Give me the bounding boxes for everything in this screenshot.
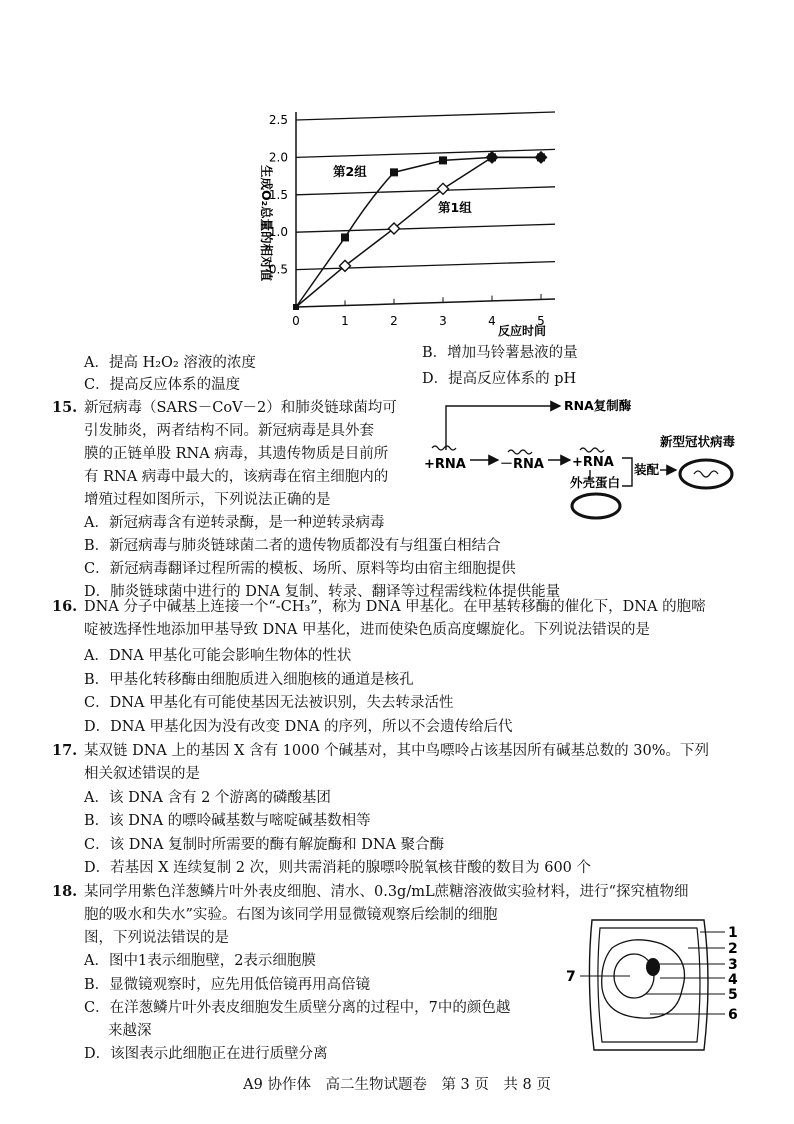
label-rna-replicase: RNA复制酶 xyxy=(564,398,632,413)
q18-number: 18. xyxy=(52,883,78,900)
x-tick-label: 3 xyxy=(439,314,447,328)
q15-stem-1: 新冠病毒（SARS－CoV－2）和肺炎链球菌均可 xyxy=(84,400,397,416)
q18-option-c-cont: 来越深 xyxy=(108,1023,152,1039)
page-footer: A9 协作体 高二生物试题卷 第 3 页 共 8 页 xyxy=(243,1077,551,1093)
y-tick-label: 1.5 xyxy=(268,187,288,202)
q14-option-b xyxy=(422,342,578,364)
origin-marker xyxy=(293,304,299,310)
q15-option-a: A．新冠病毒含有逆转录酶，是一种逆转录病毒 xyxy=(84,515,385,531)
y-tick-label: 1.0 xyxy=(268,225,288,240)
q18-option-b: B．显微镜观察时，应先用低倍镜再用高倍镜 xyxy=(84,977,371,993)
chart-xlabel: 反应时间 xyxy=(498,324,547,338)
q17-number: 17. xyxy=(52,742,78,759)
q16-stem-1: DNA 分子中碱基上连接一个“-CH₃”，称为 DNA 甲基化。在甲基转移酶的催化下，DNA 的胞嘧 xyxy=(84,599,706,615)
q15-stem-4: 有 RNA 病毒中最大的，该病毒在宿主细胞内的 xyxy=(84,469,389,485)
label-plus-rna-2: +RNA xyxy=(572,455,614,470)
option-text: 提高 H₂O₂ 溶液的浓度 xyxy=(108,355,256,371)
chart-ylabel: 生成O₂总量的相对值 xyxy=(259,165,274,282)
assembly-bracket xyxy=(622,458,632,486)
cell-label-3: 3 xyxy=(728,957,738,973)
q15-option-b: B．新冠病毒与肺炎链球菌二者的遗传物质都没有与组蛋白相结合 xyxy=(84,538,501,554)
q14-option-d xyxy=(422,368,576,390)
x-axis xyxy=(296,299,555,307)
virus-replication-diagram xyxy=(418,392,778,522)
q15-stem-2: 引发肺炎，两者结构不同。新冠病毒是具外套 xyxy=(84,423,374,439)
cell-label-5: 5 xyxy=(728,987,738,1003)
x-tick-label: 0 xyxy=(292,314,300,328)
x-tick-label: 5 xyxy=(537,314,545,328)
x-tick-label: 4 xyxy=(488,314,496,328)
chart-axes xyxy=(296,112,555,307)
q14-option-a xyxy=(84,352,256,374)
label-capsid: 外壳蛋白 xyxy=(570,475,621,490)
q16-option-a: A．DNA 甲基化可能会影响生物体的性状 xyxy=(84,648,352,664)
option-text: 提高反应体系的温度 xyxy=(109,377,241,393)
q17-option-a: A．该 DNA 含有 2 个游离的磷酸基团 xyxy=(84,790,331,806)
x-tick-label: 2 xyxy=(390,314,398,328)
q18-option-d: D．该图表示此细胞正在进行质壁分离 xyxy=(84,1046,328,1062)
square-marker xyxy=(341,233,349,241)
chart-grid xyxy=(296,112,555,270)
gridline xyxy=(296,187,555,195)
q17-stem-2: 相关叙述错误的是 xyxy=(84,766,200,782)
option-label: A． xyxy=(84,355,109,371)
label-minus-rna: －RNA xyxy=(500,457,544,472)
label-plus-rna: +RNA xyxy=(424,457,466,472)
q15-number: 15. xyxy=(52,399,78,416)
cell-label-6: 6 xyxy=(728,1007,738,1023)
q15-option-d: D．肺炎链球菌中进行的 DNA 复制、转录、翻译等过程需线粒体提供能量 xyxy=(84,584,561,600)
virus-icon xyxy=(680,460,732,488)
q18-stem-3: 图，下列说法错误的是 xyxy=(84,930,229,946)
q17-option-d: D．若基因 X 连续复制 2 次，则共需消耗的腺嘌呤脱氧核苷酸的数目为 600 个 xyxy=(84,860,592,876)
q15-stem-5: 增殖过程如图所示，下列说法正确的是 xyxy=(84,492,331,508)
option-text: 增加马铃薯悬液的量 xyxy=(447,345,578,361)
option-label: C． xyxy=(84,377,110,393)
cell-label-2: 2 xyxy=(728,941,738,957)
cell-label-1: 1 xyxy=(728,925,738,941)
gridline xyxy=(296,149,555,157)
label-assembly: 装配 xyxy=(634,462,660,477)
q17-option-b: B．该 DNA 的嘌呤碱基数与嘧啶碱基数相等 xyxy=(84,813,371,829)
square-marker xyxy=(439,156,447,164)
q16-option-b: B．甲基化转移酶由细胞质进入细胞核的通道是核孔 xyxy=(84,672,414,688)
y-tick-label: 2.0 xyxy=(268,150,288,165)
option-text: 提高反应体系的 pH xyxy=(448,371,577,387)
capsid-icon xyxy=(572,494,620,518)
gridline xyxy=(296,112,555,120)
option-label: B． xyxy=(422,345,448,361)
q16-option-c: C．DNA 甲基化有可能使基因无法被识别，失去转录活性 xyxy=(84,695,454,711)
y-tick-label: 2.5 xyxy=(268,113,288,127)
nucleus-icon xyxy=(646,958,660,976)
series-label-group1: 第1组 xyxy=(438,200,472,215)
x-tick-label: 1 xyxy=(341,314,349,328)
q15-option-c: C．新冠病毒翻译过程所需的模板、场所、原料等均由宿主细胞提供 xyxy=(84,561,516,577)
q18-stem-2: 胞的吸水和失水”实验。右图为该同学用显微镜观察后绘制的细胞 xyxy=(84,907,498,923)
square-marker xyxy=(390,168,398,176)
wavy-strand-icon xyxy=(580,448,604,452)
q17-option-c: C．该 DNA 复制时所需要的酶有解旋酶和 DNA 聚合酶 xyxy=(84,837,445,853)
series-label-group2: 第2组 xyxy=(333,164,367,179)
q16-stem-2: 啶被选择性地添加甲基导致 DNA 甲基化，进而使染色质高度螺旋化。下列说法错误的是 xyxy=(84,622,650,638)
q18-stem-1: 某同学用紫色洋葱鳞片叶外表皮细胞、清水、0.3g/mL蔗糖溶液做实验材料，进行“探究植物细 xyxy=(84,884,689,900)
gridline xyxy=(296,224,555,232)
plant-cell-diagram xyxy=(560,905,760,1065)
cell-label-4: 4 xyxy=(728,972,738,988)
q18-option-c: C．在洋葱鳞片叶外表皮细胞发生质壁分离的过程中，7中的颜色越 xyxy=(84,1000,511,1016)
series-line-1 xyxy=(296,157,541,307)
q18-option-a: A．图中1表示细胞壁，2表示细胞膜 xyxy=(84,953,316,969)
option-label: D． xyxy=(422,371,449,387)
y-tick-label: 0.5 xyxy=(268,262,288,277)
arrow-to-replicase xyxy=(446,406,560,450)
gridline xyxy=(296,262,555,270)
cell-label-7: 7 xyxy=(566,969,576,985)
q17-stem-1: 某双链 DNA 上的基因 X 含有 1000 个碱基对，其中鸟嘌呤占该基因所有碱基总数的 30%。下列 xyxy=(84,743,709,759)
q15-stem-3: 膜的正链单股 RNA 病毒，其遗传物质是目前所 xyxy=(84,446,389,462)
series-line-2 xyxy=(296,157,541,307)
label-new-virus: 新型冠状病毒 xyxy=(660,434,736,449)
q16-number: 16. xyxy=(52,598,78,615)
q14-option-c xyxy=(84,374,240,396)
o2-chart xyxy=(250,100,580,350)
wavy-strand-icon xyxy=(432,446,456,450)
chart-lines xyxy=(296,157,541,307)
q16-option-d: D．DNA 甲基化因为没有改变 DNA 的序列，所以不会遗传给后代 xyxy=(84,719,513,735)
wavy-strand-icon xyxy=(508,450,532,454)
